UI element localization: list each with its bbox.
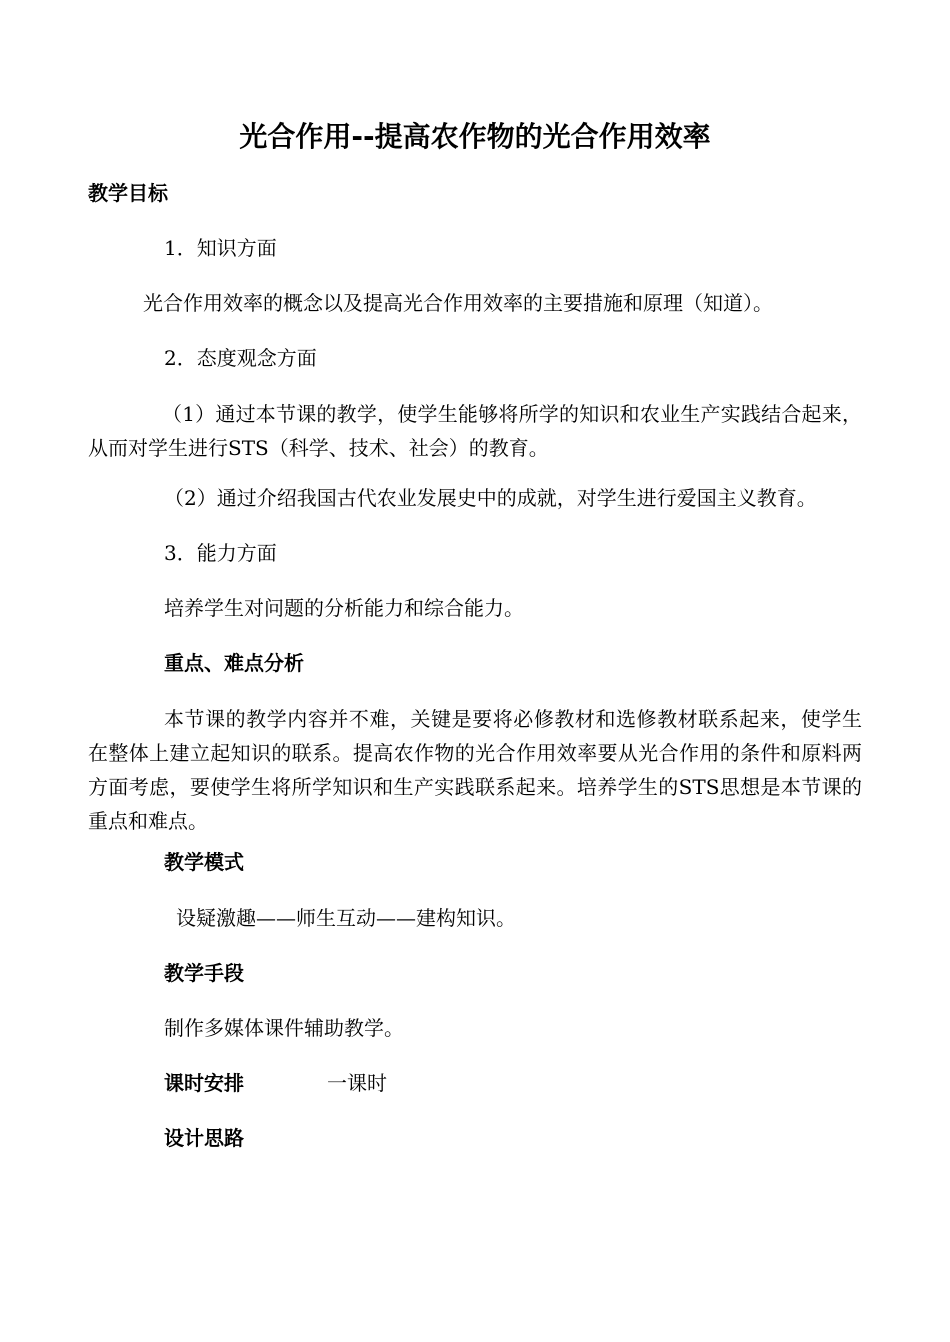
ability-aspect-text: 培养学生对问题的分析能力和综合能力。	[164, 596, 524, 620]
key-points-text: 本节课的教学内容并不难，关键是要将必修教材和选修教材联系起来，使学生在整体上建立起知识的联系。提高农作物的光合作用效率要从光合作用的条件和原料两方面考虑，要使学生将所学知识和生产实践联系起来。培养学生的STS思想是本节课的重点和难点。	[88, 707, 862, 833]
attitude-aspect-item-2: （2）通过介绍我国古代农业发展史中的成就，对学生进行爱国主义教育。	[164, 486, 817, 510]
document-title: 光合作用--提高农作物的光合作用效率	[239, 120, 711, 153]
ability-aspect-title: 3．能力方面	[164, 541, 277, 565]
teaching-goals-heading: 教学目标	[88, 181, 168, 205]
teaching-means-heading: 教学手段	[164, 961, 244, 985]
teaching-mode-heading: 教学模式	[164, 850, 244, 874]
knowledge-aspect-title: 1．知识方面	[164, 236, 277, 260]
design-heading: 设计思路	[164, 1126, 244, 1150]
teaching-mode-text: 设疑激趣——师生互动——建构知识。	[176, 906, 516, 930]
knowledge-aspect-text: 光合作用效率的概念以及提高光合作用效率的主要措施和原理（知道）。	[143, 291, 773, 315]
schedule-heading: 课时安排	[164, 1071, 244, 1095]
attitude-aspect-item-1: （1）通过本节课的教学，使学生能够将所学的知识和农业生产实践结合起来，从而对学生进行STS（科学、技术、社会）的教育。	[88, 402, 862, 460]
attitude-aspect-title: 2．态度观念方面	[164, 346, 317, 370]
key-points-heading: 重点、难点分析	[164, 651, 304, 675]
teaching-means-text: 制作多媒体课件辅助教学。	[164, 1016, 404, 1040]
schedule-value: 一课时	[327, 1071, 387, 1095]
